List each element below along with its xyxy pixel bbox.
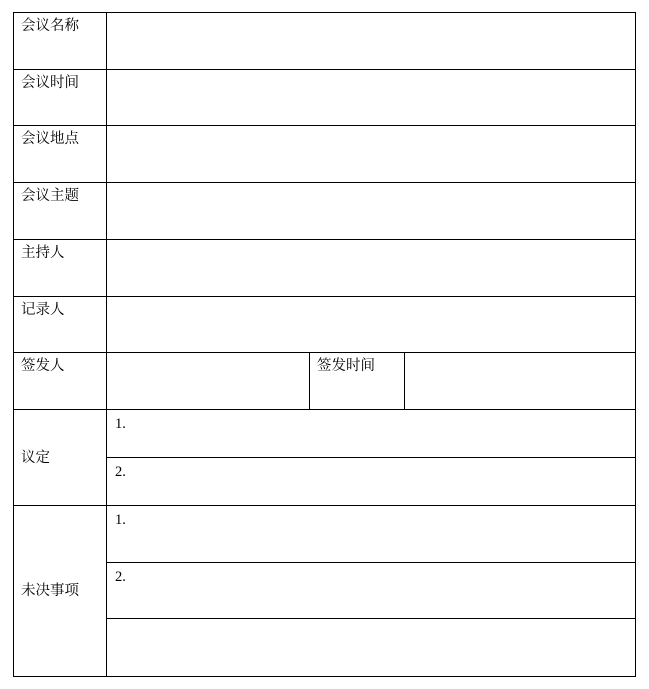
meeting-name-field[interactable] bbox=[107, 13, 636, 70]
recorder-label: 记录人 bbox=[14, 297, 107, 353]
pending-item-1[interactable]: 1. bbox=[107, 506, 636, 563]
host-field[interactable] bbox=[107, 240, 636, 297]
meeting-location-label: 会议地点 bbox=[14, 126, 107, 183]
issue-time-field[interactable] bbox=[405, 353, 636, 410]
pending-item-3[interactable] bbox=[107, 619, 636, 677]
decision-row-1 bbox=[14, 410, 636, 458]
meeting-topic-label: 会议主题 bbox=[14, 183, 107, 240]
host-label: 主持人 bbox=[14, 240, 107, 297]
issue-time-label: 签发时间 bbox=[310, 353, 405, 410]
host-row bbox=[14, 240, 636, 297]
meeting-topic-field[interactable] bbox=[107, 183, 636, 240]
meeting-name-label: 会议名称 bbox=[14, 13, 107, 70]
issuer-field[interactable] bbox=[107, 353, 310, 410]
pending-row-3 bbox=[14, 619, 636, 677]
meeting-time-field[interactable] bbox=[107, 70, 636, 126]
recorder-field[interactable] bbox=[107, 297, 636, 353]
pending-label: 未决事项 bbox=[14, 506, 107, 677]
meeting-time-label: 会议时间 bbox=[14, 70, 107, 126]
issuer-label: 签发人 bbox=[14, 353, 107, 410]
meeting-topic-row bbox=[14, 183, 636, 240]
issuer-row bbox=[14, 353, 636, 410]
pending-item-2[interactable]: 2. bbox=[107, 563, 636, 619]
meeting-location-field[interactable] bbox=[107, 126, 636, 183]
meeting-minutes-form bbox=[13, 12, 636, 677]
decision-item-2[interactable]: 2. bbox=[107, 458, 636, 506]
pending-row-1 bbox=[14, 506, 636, 563]
decisions-label: 议定 bbox=[14, 410, 107, 506]
pending-row-2 bbox=[14, 563, 636, 619]
meeting-location-row bbox=[14, 126, 636, 183]
decision-row-2 bbox=[14, 458, 636, 506]
meeting-name-row bbox=[14, 13, 636, 70]
recorder-row bbox=[14, 297, 636, 353]
meeting-time-row bbox=[14, 70, 636, 126]
decision-item-1[interactable]: 1. bbox=[107, 410, 636, 458]
